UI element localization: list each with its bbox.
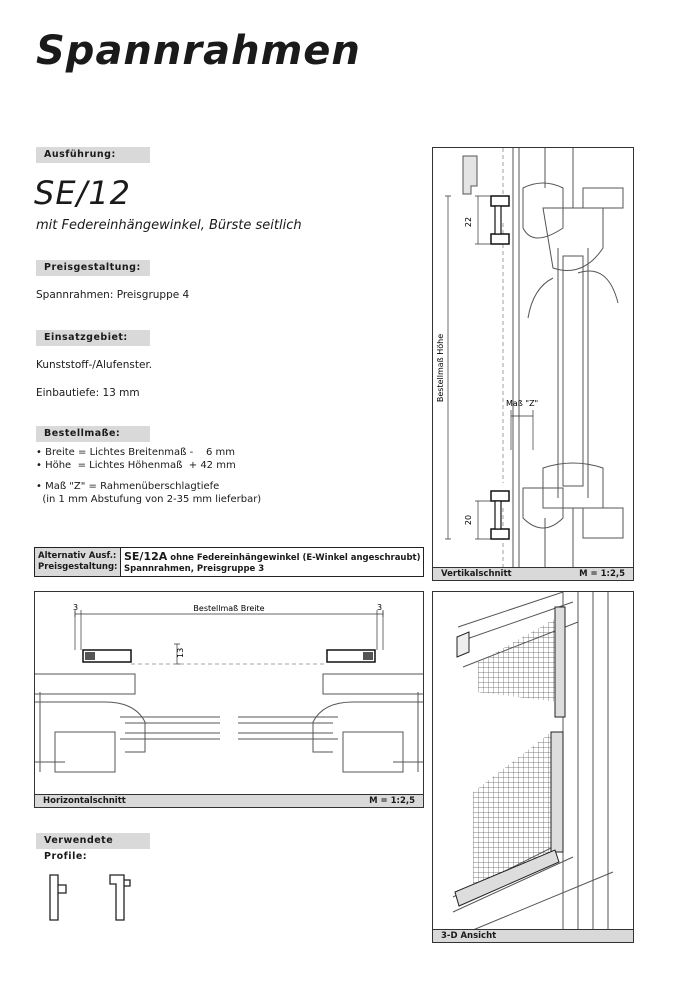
- alternativ-label: Alternativ Ausf.:: [38, 551, 117, 561]
- product-code: SE/12: [34, 174, 132, 212]
- einsatz-text-2: Einbautiefe: 13 mm: [36, 387, 140, 399]
- ansicht-panel: [432, 591, 634, 943]
- horizontalschnitt-drawing: [35, 592, 423, 794]
- ansicht-caption-bar: [433, 929, 633, 942]
- horizontal-caption: Horizontalschnitt: [43, 796, 126, 806]
- ansicht-caption: 3-D Ansicht: [441, 931, 497, 941]
- ausfuehrung-label: Ausführung:: [36, 147, 150, 163]
- profile-label: Verwendete Profile:: [36, 833, 150, 849]
- vertikal-scale: M = 1:2,5: [579, 569, 625, 579]
- horizontal-scale: M = 1:2,5: [369, 796, 415, 806]
- bestell-label: Bestellmaße:: [36, 426, 150, 442]
- dim-top: 22: [464, 216, 473, 228]
- alternativ-code: SE/12A: [124, 550, 168, 563]
- bullet-mass-z-note: (in 1 mm Abstufung von 2-35 mm lieferbar): [36, 493, 262, 505]
- alternativ-desc: ohne Federeinhängewinkel (E-Winkel angeschraubt): [167, 553, 421, 563]
- dim-depth: 13: [176, 647, 185, 658]
- dim-left: 3: [73, 603, 79, 612]
- profile-drawings: [40, 870, 140, 930]
- horizontalschnitt-panel: [34, 591, 424, 808]
- vertikalschnitt-panel: [432, 147, 634, 581]
- preis-label: Preisgestaltung:: [36, 260, 150, 276]
- dim-width: Bestellmaß Breite: [193, 604, 265, 613]
- page-title: Spannrahmen: [36, 28, 361, 74]
- dim-z: Maß "Z": [506, 399, 539, 408]
- horizontal-caption-bar: [35, 794, 423, 807]
- alternativ-preis-label: Preisgestaltung:: [38, 562, 118, 572]
- vertikal-caption-bar: [433, 567, 633, 580]
- einsatz-text-1: Kunststoff-/Alufenster.: [36, 359, 153, 371]
- alternativ-box: [34, 547, 424, 577]
- dim-right: 3: [377, 603, 383, 612]
- bullet-hoehe: • Höhe = Lichtes Höhenmaß + 42 mm: [36, 459, 236, 471]
- vertikal-caption: Vertikalschnitt: [441, 569, 512, 579]
- ansicht-drawing: [433, 592, 633, 930]
- einsatz-label: Einsatzgebiet:: [36, 330, 150, 346]
- bestell-list: [36, 447, 261, 506]
- vertikalschnitt-drawing: [433, 148, 633, 568]
- dim-bottom: 20: [464, 514, 473, 526]
- product-subtitle: mit Federeinhängewinkel, Bürste seitlich: [36, 218, 302, 233]
- dim-height: Bestellmaß Höhe: [436, 333, 445, 403]
- bullet-breite: • Breite = Lichtes Breitenmaß - 6 mm: [36, 447, 236, 458]
- preis-text: Spannrahmen: Preisgruppe 4: [36, 289, 190, 301]
- bullet-mass-z: • Maß "Z" = Rahmenüberschlagtiefe: [36, 481, 220, 492]
- alternativ-preis: Spannrahmen, Preisgruppe 3: [124, 564, 265, 574]
